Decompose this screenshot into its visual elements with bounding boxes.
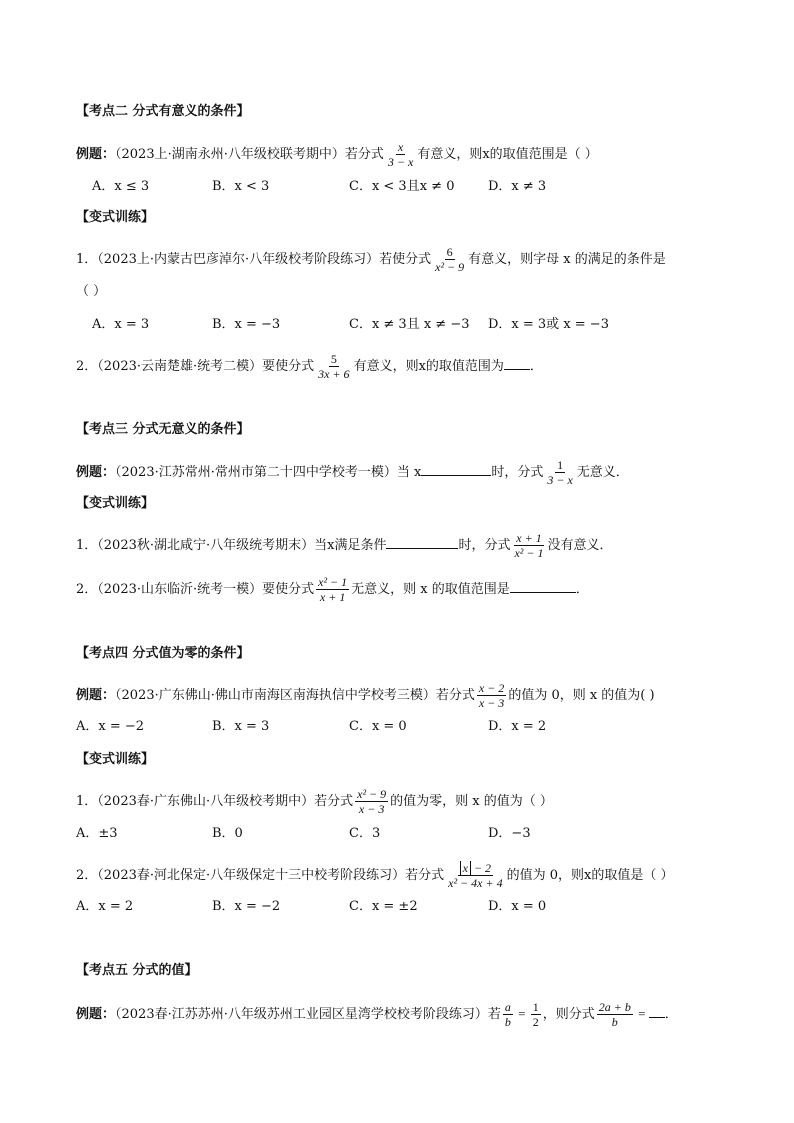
denominator: 2 [532,1015,539,1029]
denominator: 3 − x [387,155,414,169]
fraction [316,352,351,381]
option-a[interactable]: A．±3 [76,826,118,841]
numerator: 1 [532,1000,539,1014]
option-b[interactable]: B．x = −3 [212,317,281,332]
option-d[interactable]: D．x = 0 [488,899,547,914]
option-c[interactable]: C．x = ±2 [349,899,418,914]
question-text-end: 的值为 0，则 x 的值为( ) [508,688,655,703]
option-c[interactable]: C．x = 0 [349,719,407,734]
example-label: 例题： [76,147,116,162]
question-text: 时，分式 [491,465,544,480]
denominator: x² − 4x + 4 [448,876,503,890]
option-c[interactable]: C．x ≠ 3且 x ≠ −3 [349,317,470,332]
period: ． [529,359,543,374]
denominator: x + 1 [319,590,346,604]
section-title-4: 【考点四 分式值为零的条件】 [76,646,250,661]
option-b[interactable]: B．x = 3 [212,719,270,734]
question-text-end: 的值为零，则 x 的值为（ ） [390,794,553,809]
question-text-end: 有意义，则x的取值范围为 [353,359,504,374]
option-d[interactable]: D．x = 3或 x = −3 [488,317,609,332]
denominator: x − 3 [358,802,385,816]
fraction [531,1000,541,1029]
question-text-end: 有意义，则x的取值范围是（ ） [417,147,598,162]
numerator: x − 2 [478,681,505,695]
numerator: 2a + b [598,1000,631,1014]
option-d[interactable]: D．x ≠ 3 [488,179,547,194]
example-label: 例题： [76,1007,116,1022]
option-c[interactable]: C．x < 3且x ≠ 0 [349,179,455,194]
question-text: 1．（2023秋·湖北咸宁·八年级统考期末）当x满足条件 [76,538,387,553]
option-b[interactable]: B．0 [212,826,243,841]
training-question-2 [76,352,543,381]
fraction [545,458,574,487]
denominator: x² − 1 [514,546,544,560]
answer-blank[interactable] [504,357,530,370]
question-text: （2023·广东佛山·佛山市南海区南海执信中学校考三模）若分式 [115,688,475,703]
example-label: 例题： [76,688,116,703]
question-text: 2．（2023·云南楚雄·统考二模）要使分式 [76,359,315,374]
option-d[interactable]: D．x = 2 [488,719,547,734]
numerator: 6 [446,245,453,259]
training-header: 【变式训练】 [76,210,155,225]
answer-paren: （ ） [76,284,107,299]
example-question-3 [76,458,629,487]
question-text-end: 有意义，则字母 x 的满足的条件是 [468,252,666,267]
question-text: 时，分式 [458,538,511,553]
question-text: 1．（2023上·内蒙古巴彦淖尔·八年级校考阶段练习）若使分式 [76,252,432,267]
denominator: 3x + 6 [318,367,350,381]
section-title-2: 【考点二 分式有意义的条件】 [76,104,250,119]
denominator: x − 3 [478,696,505,710]
training-header: 【变式训练】 [76,752,155,767]
option-b[interactable]: B．x = −2 [212,899,281,914]
training-question-1 [76,245,666,274]
example-question-5 [76,1000,678,1029]
period: ． [575,582,589,597]
training-header: 【变式训练】 [76,496,155,511]
question-text: 2．（2023春·河北保定·八年级保定十三中校考阶段练习）若分式 [76,868,445,883]
numerator-rest: − 2 [470,861,492,875]
training-question-1 [76,531,613,560]
fraction [446,861,504,890]
option-d[interactable]: D．−3 [488,826,531,841]
numerator: x² − 1 [318,575,348,589]
option-a[interactable]: A．x = −2 [76,719,145,734]
section-title-5: 【考点五 分式的值】 [76,963,198,978]
fraction [433,245,466,274]
question-text: 1．（2023春·广东佛山·八年级校考期中）若分式 [76,794,354,809]
fraction [355,787,388,816]
option-b[interactable]: B．x < 3 [212,179,270,194]
option-a[interactable]: A．x = 3 [92,317,150,332]
option-a[interactable]: A．x = 2 [76,899,134,914]
fraction [512,531,545,560]
training-question-2 [76,861,673,890]
answer-blank[interactable] [510,580,576,593]
period: ． [664,1007,678,1022]
fraction [597,1000,633,1029]
example-question-2 [76,140,598,169]
option-c[interactable]: C．3 [349,826,381,841]
question-text: 2．（2023·山东临沂·统考一模）要使分式 [76,582,315,597]
numerator: 5 [330,352,337,366]
equals-sign: = [634,1006,649,1021]
example-question-4 [76,681,655,710]
fraction [477,681,506,710]
equals-sign: = [514,1006,529,1021]
numerator: x [397,140,404,154]
fraction [316,575,349,604]
question-text-end: 的值为 0，则x的取值是（ ） [506,868,674,883]
denominator: x² − 9 [435,260,465,274]
denominator: b [611,1015,618,1029]
training-question-1 [76,787,553,816]
question-text: ，则分式 [542,1007,595,1022]
answer-blank[interactable] [421,463,491,476]
absolute-value: x [460,861,471,875]
question-text-end: 没有意义． [547,538,613,553]
fraction [503,1000,513,1029]
answer-blank[interactable] [386,536,458,549]
denominator: 3 − x [547,473,573,487]
numerator: 1 [557,458,564,472]
training-question-2 [76,575,589,604]
fraction [386,140,415,169]
question-text: （2023春·江苏苏州·八年级苏州工业园区星湾学校校考阶段练习）若 [115,1007,501,1022]
question-text: （2023上·湖南永州·八年级校联考期中）若分式 [115,147,384,162]
question-text: （2023·江苏常州·常州市第二十四中学校考一模）当 x [115,465,422,480]
answer-blank[interactable] [649,1005,665,1018]
denominator: b [504,1015,511,1029]
numerator [458,861,493,876]
numerator: a [504,1000,511,1014]
section-title-3: 【考点三 分式无意义的条件】 [76,422,250,437]
question-text-end: 无意义． [576,465,629,480]
option-a[interactable]: A．x ≤ 3 [92,179,150,194]
question-text-end: 无意义，则 x 的取值范围是 [351,582,510,597]
example-label: 例题： [76,465,116,480]
numerator: x + 1 [516,531,542,545]
numerator: x² − 9 [357,787,387,801]
